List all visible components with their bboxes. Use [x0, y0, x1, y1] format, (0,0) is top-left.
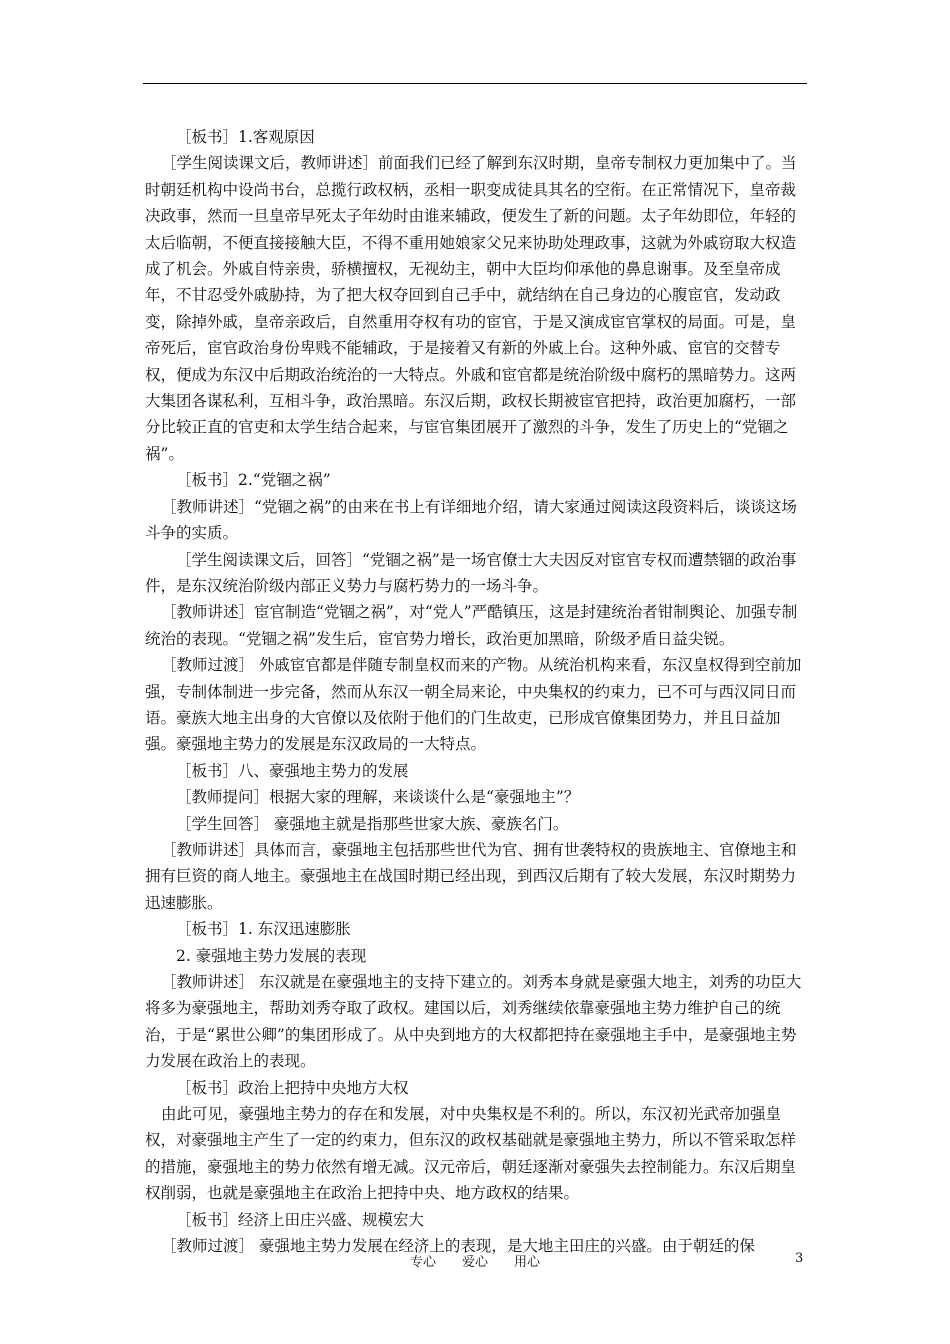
paragraph: ［学生阅读课文后，教师讲述］前面我们已经了解到东汉时期，皇帝专制权力更加集中了。当时朝廷机构中设尚书台，总揽行政权柄，丞相一职变成徒具其名的空衔。在正常情况下，皇帝裁决政事，然而一旦皇帝早死太子年幼时由谁来辅政，便发生了新的问题。太子年幼即位，年轻的太后临朝，不便直接接触大臣，不得不重用她娘家父兄来协助处理政事，这就为外戚窃取大权造成了机会。外戚自恃亲贵，骄横擅权，无视幼主，朝中大臣均仰承他的鼻息谢事。及至皇帝成年，不甘忍受外戚胁持，为了把大权夺回到自己手中，就结纳在自己身边的心腹宦官，发动政变，除掉外戚，皇帝亲政后，自然重用夺权有功的宦官，于是又演成宦官掌权的局面。可是，皇帝死后，宦官政治身份卑贱不能辅政，于是接着又有新的外戚上台。这种外戚、宦官的交替专权，便成为东汉中后期政治统治的一大特点。外戚和宦官都是统治阶级中腐朽的黑暗势力。这两大集团各谋私利，互相斗争，政治黑暗。东汉后期，政权长期被宦官把持，政治更加腐朽，一部分比较正直的官吏和太学生结合起来，与宦官集团展开了激烈的斗争，发生了历史上的“党锢之祸”。 [145, 154, 797, 463]
paragraph: ［教师讲述］具体而言，豪强地主包括那些世代为官、拥有世袭特权的贵族地主、官僚地主和拥有巨资的商人地主。豪强地主在战国时期已经出现，到西汉后期有了较大发展，东汉时期势力迅速膨胀。 [145, 840, 797, 912]
paragraph: ［教师讲述］宦官制造“党锢之祸”，对“党人”严酷镇压，这是封建统治者钳制舆论、加强专制统治的表现。“党锢之祸”发生后，宦官势力增长，政治更加黑暗，阶级矛盾日益尖锐。 [145, 603, 798, 648]
page-number: 3 [795, 1251, 804, 1266]
paragraph: ［板书］经济上田庄兴盛、规模宏大 [176, 1210, 425, 1229]
paragraph: ［学生回答］ 豪强地主就是指那些世家大族、豪族名门。 [176, 814, 569, 833]
document-body [145, 124, 805, 1259]
footer-motto: 专心 爱心 用心 [409, 1255, 540, 1270]
paragraph: ［板书］2.“党锢之祸” [176, 471, 331, 490]
paragraph: ［教师过渡］ 外戚宦官都是伴随专制皇权而来的产物。从统治机构来看，东汉皇权得到空前加强，专制体制进一步完备，然而从东汉一朝全局来论，中央集权的约束力，已不可与西汉同日而语。豪族大地主出身的大官僚以及依附于他们的门生故吏，已形成官僚集团势力，并且日益加强。豪强地主势力的发展是东汉政局的一大特点。 [145, 656, 802, 754]
paragraph: ［教师讲述］“党锢之祸”的由来在书上有详细地介绍，请大家通过阅读这段资料后，谈谈这场斗争的实质。 [145, 497, 797, 543]
paragraph: 由此可见，豪强地主势力的存在和发展，对中央集权是不利的。所以，东汉初光武帝加强皇权，对豪强地主产生了一定的约束力，但东汉的政权基础就是豪强地主势力，所以不管采取怎样的措施，豪强地主的势力依然有增无减。汉元帝后，朝廷逐渐对豪强失去控制能力。东汉后期皇权削弱，也就是豪强地主在政治上把持中央、地方政权的结果。 [145, 1105, 797, 1203]
paragraph: ［板书］1.客观原因 [176, 128, 315, 146]
paragraph: ［板书］1. 东汉迅速膨胀 [176, 920, 351, 939]
paragraph: ［学生阅读课文后，回答］“党锢之祸”是一场官僚士大夫因反对宦官专权而遭禁锢的政治事件，是东汉统治阶级内部正义势力与腐朽势力的一场斗争。 [145, 550, 797, 595]
paragraph: ［教师讲述］ 东汉就是在豪强地主的支持下建立的。刘秀本身就是豪强大地主，刘秀的功臣大将多为豪强地主，帮助刘秀夺取了政权。建国以后，刘秀继续依靠豪强地主势力维护自己的统治，于是“累世公卿”的集团形成了。从中央到地方的大权都把持在豪强地主手中，是豪强地主势力发展在政治上的表现。 [145, 973, 802, 1071]
header-rule [143, 83, 807, 84]
paragraph: ［板书］八、豪强地主势力的发展 [176, 761, 409, 780]
paragraph: 2. 豪强地主势力发展的表现 [176, 946, 367, 965]
paragraph: ［教师过渡］ 豪强地主势力发展在经济上的表现，是大地主田庄的兴盛。由于朝廷的保 [161, 1237, 755, 1256]
paragraph: ［教师提问］根据大家的理解，来谈谈什么是“豪强地主”？ [176, 788, 580, 807]
paragraph: ［板书］政治上把持中央地方大权 [176, 1078, 409, 1097]
